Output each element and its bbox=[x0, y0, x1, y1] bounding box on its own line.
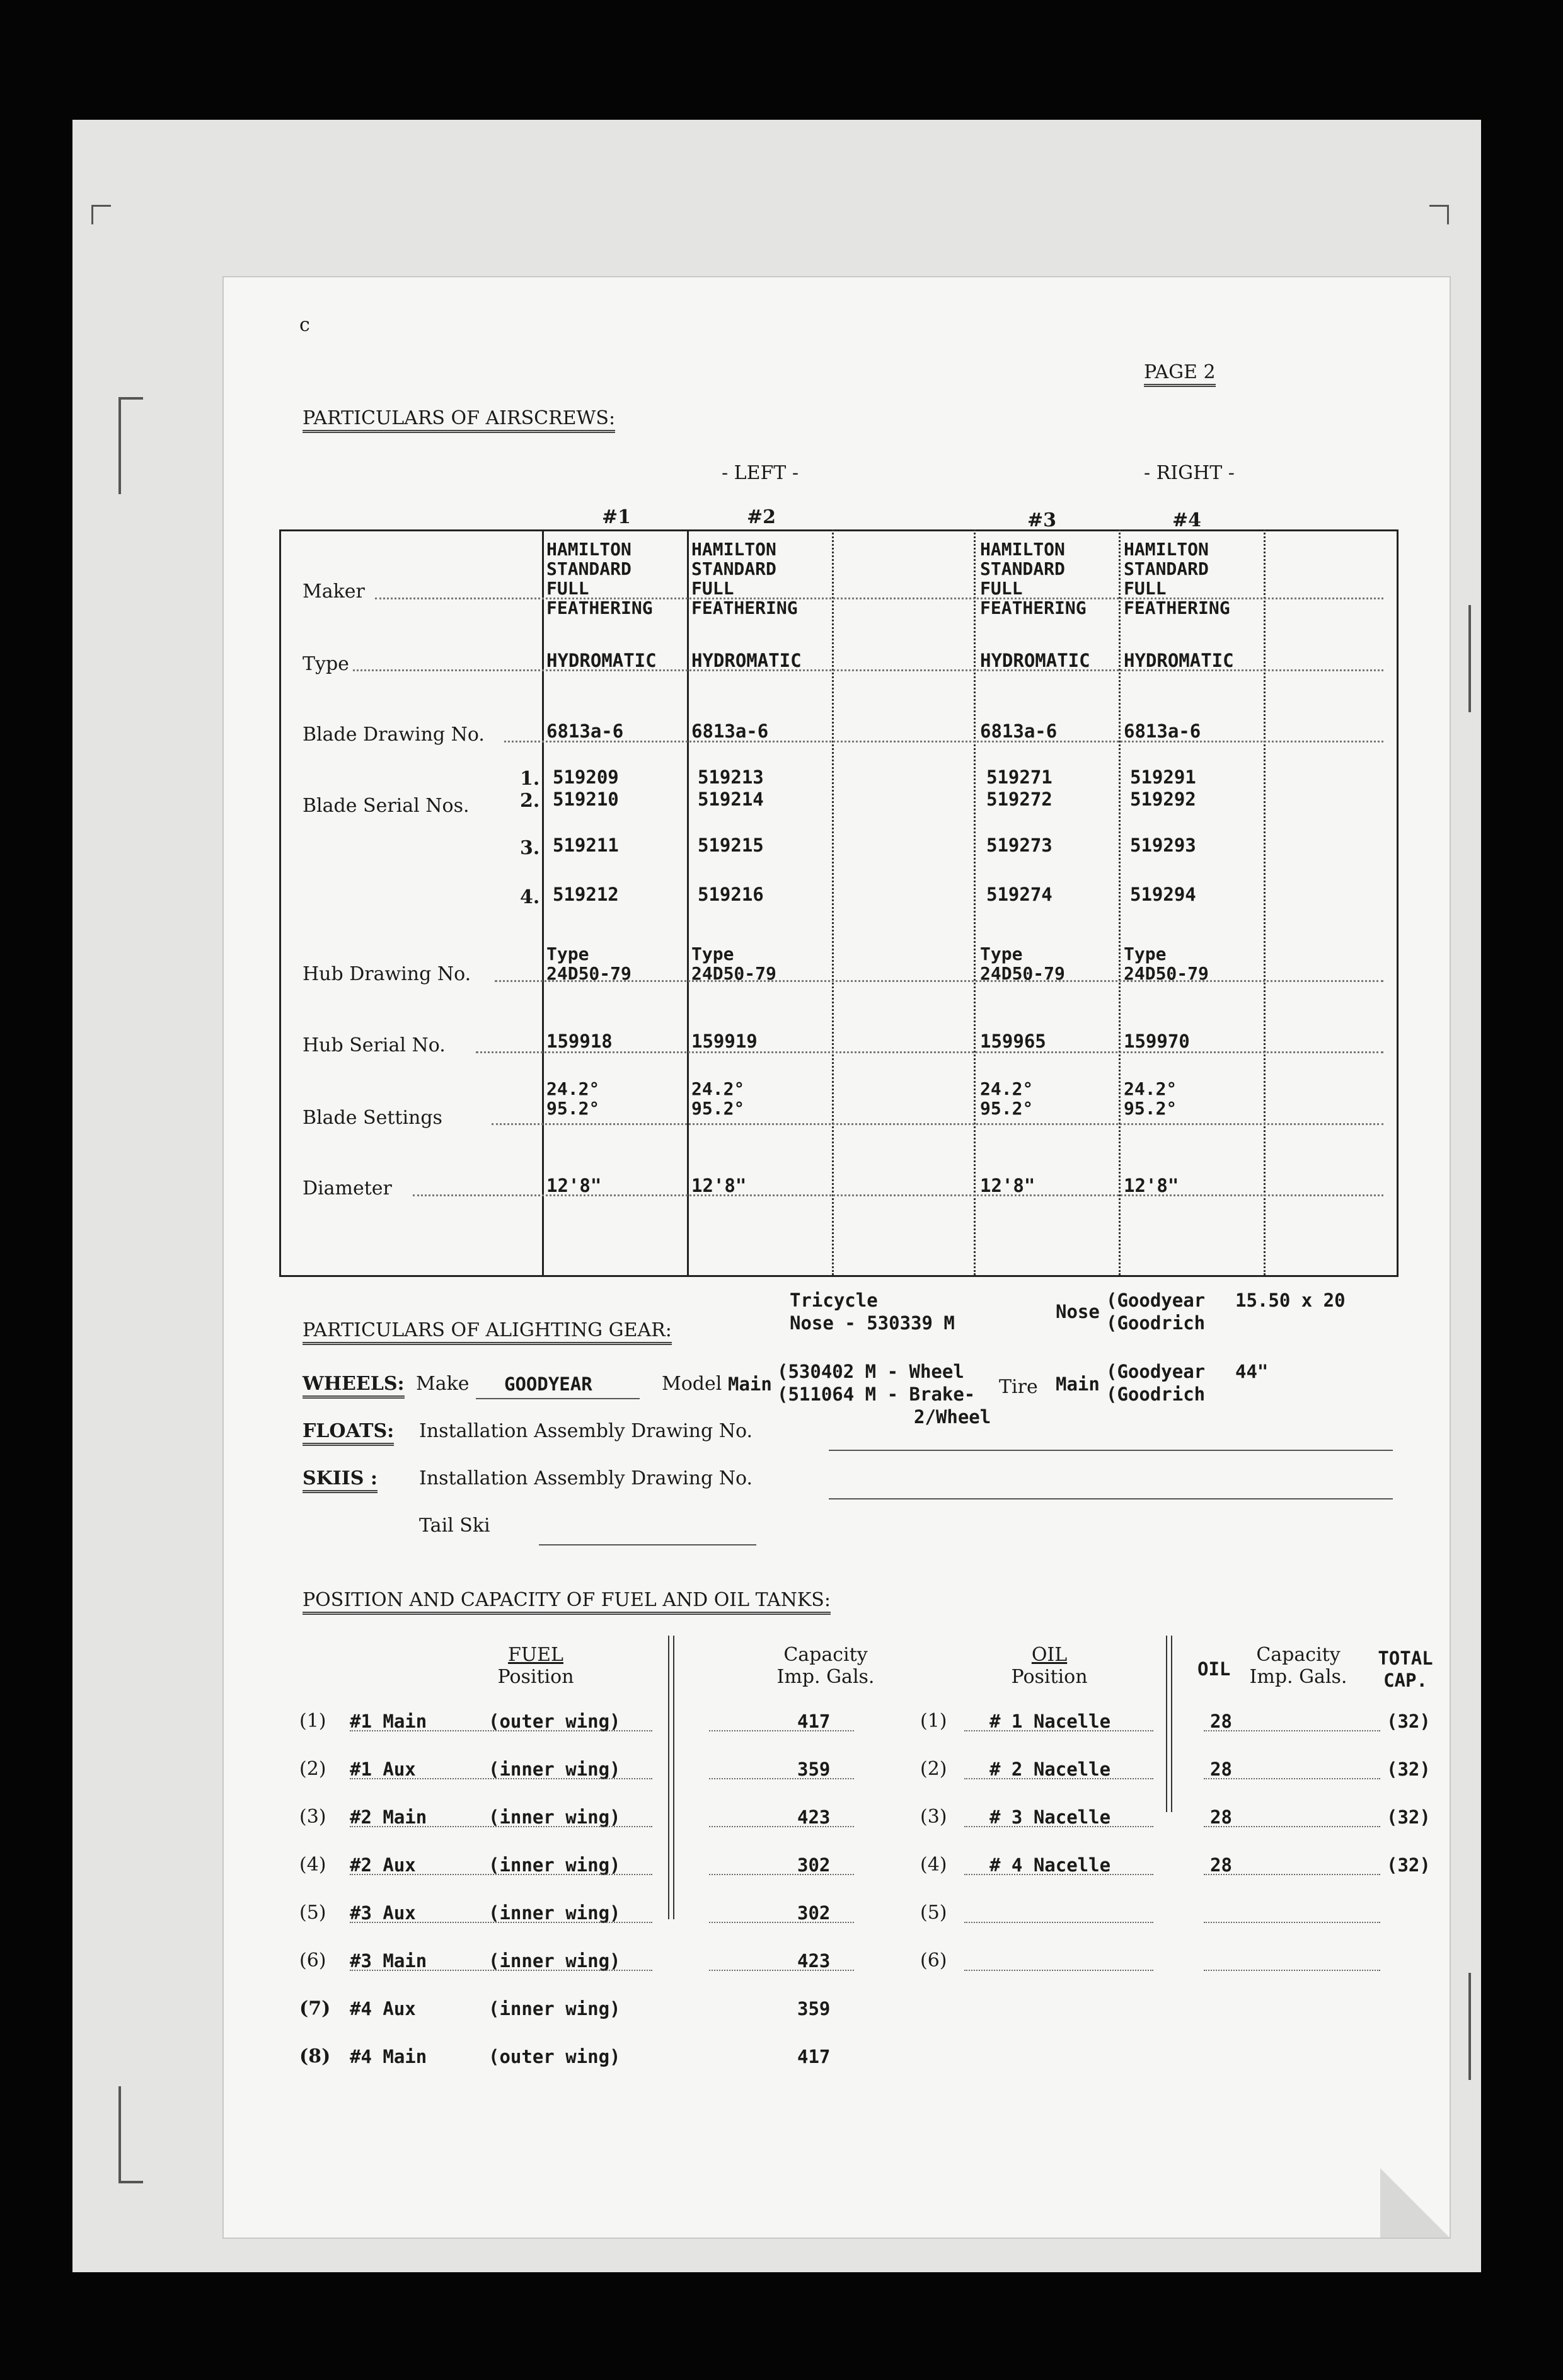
crop-mark bbox=[1468, 605, 1484, 712]
tricycle-label: Tricycle bbox=[790, 1290, 878, 1311]
row-label-hub-drawing: Hub Drawing No. bbox=[303, 963, 471, 985]
cell-line: 24.2° bbox=[1124, 1078, 1177, 1099]
fuel-tank-name: #2 Aux bbox=[350, 1854, 416, 1876]
oil-total-capacity: (32) bbox=[1387, 1711, 1431, 1732]
airscrews-table bbox=[279, 529, 1399, 1277]
fuel-tank-name: #3 Main bbox=[350, 1950, 427, 1972]
alighting-heading: PARTICULARS OF ALIGHTING GEAR: bbox=[303, 1320, 672, 1345]
diameter-cell-1: 12'8" bbox=[546, 1175, 602, 1196]
tire-size: 44" bbox=[1235, 1361, 1269, 1382]
oil-total-capacity: (32) bbox=[1387, 1759, 1431, 1780]
nose-part-number: Nose - 530339 M bbox=[790, 1312, 955, 1334]
cell-line: FULL bbox=[980, 578, 1023, 599]
cell-line: Type bbox=[546, 944, 589, 964]
cell-line: 95.2° bbox=[546, 1098, 600, 1119]
hub-drawing-cell-3 bbox=[980, 944, 1065, 983]
left-label: - LEFT - bbox=[722, 462, 799, 484]
oil-capacity: 28 bbox=[1210, 1806, 1232, 1828]
capacity-leader-dots bbox=[709, 1922, 854, 1923]
blade-serial-cell: 519211 bbox=[553, 835, 619, 856]
crop-mark bbox=[1468, 1973, 1484, 2080]
cell-line: HAMILTON bbox=[546, 539, 632, 560]
cell-line: 24.2° bbox=[980, 1078, 1034, 1099]
oil-index: (4) bbox=[920, 1854, 947, 1876]
cell-line: 95.2° bbox=[691, 1098, 745, 1119]
fuel-index: (8) bbox=[299, 2045, 331, 2067]
make-underline bbox=[476, 1398, 640, 1399]
fuel-tank-location: (inner wing) bbox=[488, 1950, 621, 1972]
column-divider bbox=[832, 529, 834, 1275]
fuel-leader-dots bbox=[350, 1730, 652, 1731]
capacity-leader-dots bbox=[709, 1874, 854, 1875]
blade-drawing-cell-4: 6813a-6 bbox=[1124, 720, 1201, 742]
serial-number-label: 2. bbox=[520, 790, 540, 812]
oil-leader-dots bbox=[964, 1778, 1153, 1779]
column-divider bbox=[974, 529, 976, 1275]
row-label-type: Type bbox=[303, 653, 349, 675]
crop-mark bbox=[118, 397, 143, 494]
cell-line: 24.2° bbox=[546, 1078, 600, 1099]
column-header-3: #3 bbox=[1027, 509, 1057, 531]
main-brake-part: (511064 M - Brake- bbox=[777, 1384, 976, 1405]
main-wheel-part: (530402 M - Wheel bbox=[777, 1361, 964, 1382]
fuel-capacity: 302 bbox=[797, 1854, 831, 1876]
fuel-tank-name: #1 Main bbox=[350, 1711, 427, 1732]
type-cell-3: HYDROMATIC bbox=[980, 650, 1090, 671]
blade-serial-cell: 519212 bbox=[553, 884, 619, 905]
column-divider bbox=[1119, 529, 1121, 1275]
cell-line: 24D50-79 bbox=[546, 963, 632, 984]
nose-tire-goodyear: (Goodyear bbox=[1106, 1290, 1206, 1311]
skis-install-label: Installation Assembly Drawing No. bbox=[419, 1467, 753, 1489]
crop-mark bbox=[91, 205, 111, 224]
make-value: GOODYEAR bbox=[504, 1373, 592, 1395]
fuel-tank-location: (inner wing) bbox=[488, 1998, 621, 2019]
fuel-leader-dots bbox=[350, 1970, 652, 1971]
fuel-tank-name: #4 Main bbox=[350, 2046, 427, 2067]
fuel-capacity: 417 bbox=[797, 2046, 831, 2067]
skis-label: SKIIS : bbox=[303, 1469, 378, 1493]
fuel-capacity: 359 bbox=[797, 1759, 831, 1780]
cell-line: STANDARD bbox=[980, 558, 1065, 579]
hub-drawing-cell-1 bbox=[546, 944, 632, 983]
document-page bbox=[224, 277, 1450, 2238]
serial-number-label: 3. bbox=[520, 837, 540, 859]
leader-dots bbox=[375, 598, 1383, 599]
fuel-index: (1) bbox=[299, 1710, 326, 1732]
fuel-divider bbox=[668, 1636, 674, 1919]
oil-leader-dots bbox=[964, 1730, 1153, 1731]
cell-line: FULL bbox=[546, 578, 589, 599]
column-divider bbox=[687, 529, 689, 1275]
total-cap-header: CAP. bbox=[1383, 1670, 1427, 1691]
blade-serial-cell: 519209 bbox=[553, 766, 619, 788]
document-sheet bbox=[224, 277, 1450, 2238]
type-cell-4: HYDROMATIC bbox=[1124, 650, 1234, 671]
cell-line: FEATHERING bbox=[546, 598, 653, 618]
blade-serial-cell: 519216 bbox=[698, 884, 764, 905]
leader-dots bbox=[504, 741, 1383, 742]
blade-serial-cell: 519273 bbox=[986, 835, 1053, 856]
cell-line: 95.2° bbox=[980, 1098, 1034, 1119]
hub-serial-cell-3: 159965 bbox=[980, 1031, 1046, 1052]
oil-divider bbox=[1166, 1636, 1172, 1812]
oil-leader-dots bbox=[964, 1826, 1153, 1827]
tire-goodrich: (Goodrich bbox=[1106, 1384, 1206, 1405]
oil-total-capacity: (32) bbox=[1387, 1806, 1431, 1828]
column-header-4: #4 bbox=[1172, 509, 1202, 531]
fuel-leader-dots bbox=[350, 1778, 652, 1779]
oil-capacity-header: Capacity bbox=[1256, 1644, 1341, 1666]
fuel-capacity: 423 bbox=[797, 1950, 831, 1972]
nose-tire-size: 15.50 x 20 bbox=[1235, 1290, 1346, 1311]
fuel-capacity: 359 bbox=[797, 1998, 831, 2019]
page-label: PAGE 2 bbox=[1144, 362, 1216, 387]
blade-serial-cell: 519215 bbox=[698, 835, 764, 856]
fuel-gals-header: Imp. Gals. bbox=[776, 1666, 875, 1688]
type-cell-1: HYDROMATIC bbox=[546, 650, 657, 671]
tire-main-label: Main bbox=[1056, 1373, 1100, 1395]
cell-line: Type bbox=[691, 944, 734, 964]
cell-line: 95.2° bbox=[1124, 1098, 1177, 1119]
cell-line: 24D50-79 bbox=[980, 963, 1065, 984]
fuel-index: (7) bbox=[299, 1997, 331, 2019]
cell-line: 24D50-79 bbox=[691, 963, 776, 984]
cell-line: HAMILTON bbox=[1124, 539, 1209, 560]
tire-goodyear: (Goodyear bbox=[1106, 1361, 1206, 1382]
cell-line: Type bbox=[1124, 944, 1167, 964]
diameter-cell-4: 12'8" bbox=[1124, 1175, 1179, 1196]
oil-leader-dots bbox=[964, 1874, 1153, 1875]
blade-settings-cell-1 bbox=[546, 1079, 599, 1118]
column-divider bbox=[542, 529, 544, 1275]
floats-install-label: Installation Assembly Drawing No. bbox=[419, 1420, 753, 1442]
fuel-leader-dots bbox=[350, 1874, 652, 1875]
row-label-blade-serial: Blade Serial Nos. bbox=[303, 795, 470, 817]
total-header: TOTAL bbox=[1378, 1648, 1433, 1669]
fuel-capacity: 417 bbox=[797, 1711, 831, 1732]
blade-serial-cell: 519293 bbox=[1130, 835, 1196, 856]
fuel-tank-location: (inner wing) bbox=[488, 1902, 621, 1924]
fuel-tank-name: #1 Aux bbox=[350, 1759, 416, 1780]
cell-line: HAMILTON bbox=[980, 539, 1065, 560]
main-label: Main bbox=[728, 1373, 772, 1395]
diameter-cell-2: 12'8" bbox=[691, 1175, 747, 1196]
cell-line: FEATHERING bbox=[691, 598, 798, 618]
maker-cell-1 bbox=[546, 540, 653, 618]
fuel-index: (5) bbox=[299, 1902, 326, 1924]
fuel-capacity-header: Capacity bbox=[783, 1644, 868, 1666]
capacity-leader-dots bbox=[709, 1826, 854, 1827]
fuel-index: (6) bbox=[299, 1950, 326, 1972]
crop-mark bbox=[1429, 205, 1449, 224]
cell-line: 24D50-79 bbox=[1124, 963, 1209, 984]
hub-drawing-cell-2 bbox=[691, 944, 776, 983]
row-label-blade-settings: Blade Settings bbox=[303, 1107, 442, 1129]
nose-tire-goodrich: (Goodrich bbox=[1106, 1312, 1206, 1334]
blade-serial-cell: 519274 bbox=[986, 884, 1053, 905]
right-label: - RIGHT - bbox=[1144, 462, 1235, 484]
blade-serial-cell: 519210 bbox=[553, 789, 619, 810]
oil-total-capacity: (32) bbox=[1387, 1854, 1431, 1876]
oil-capacity: 28 bbox=[1210, 1711, 1232, 1732]
model-label: Model bbox=[662, 1373, 722, 1395]
fuel-leader-dots bbox=[350, 1922, 652, 1923]
nose-label: Nose bbox=[1056, 1301, 1100, 1322]
cell-line: STANDARD bbox=[546, 558, 632, 579]
folded-corner bbox=[1380, 2168, 1450, 2238]
blade-drawing-cell-2: 6813a-6 bbox=[691, 720, 769, 742]
oil-gals-header: Imp. Gals. bbox=[1249, 1666, 1347, 1688]
tanks-heading: POSITION AND CAPACITY OF FUEL AND OIL TANKS: bbox=[303, 1590, 831, 1615]
capacity-leader-dots bbox=[709, 1970, 854, 1971]
blade-serial-cell: 519292 bbox=[1130, 789, 1196, 810]
fuel-index: (3) bbox=[299, 1806, 326, 1828]
oil-leader-dots bbox=[964, 1970, 1153, 1971]
floats-blank-line bbox=[829, 1450, 1393, 1451]
wheels-label: WHEELS: bbox=[303, 1374, 405, 1399]
hub-serial-cell-1: 159918 bbox=[546, 1031, 613, 1052]
skis-blank-line bbox=[829, 1498, 1393, 1499]
column-divider bbox=[1264, 529, 1266, 1275]
fuel-tank-location: (inner wing) bbox=[488, 1806, 621, 1828]
oil-header: OIL bbox=[1031, 1644, 1068, 1666]
blade-serial-cell: 519291 bbox=[1130, 766, 1196, 788]
leader-dots bbox=[492, 1123, 1383, 1125]
crop-mark bbox=[118, 2086, 143, 2183]
fuel-header: FUEL bbox=[508, 1644, 563, 1666]
oil-position-header: Position bbox=[1011, 1666, 1088, 1688]
row-label-maker: Maker bbox=[303, 581, 365, 603]
serial-number-label: 4. bbox=[520, 886, 540, 908]
blade-serial-cell: 519272 bbox=[986, 789, 1053, 810]
capacity-leader-dots bbox=[709, 1730, 854, 1731]
hub-drawing-cell-4 bbox=[1124, 944, 1209, 983]
maker-cell-3 bbox=[980, 540, 1087, 618]
tire-label: Tire bbox=[999, 1376, 1038, 1398]
cell-line: Type bbox=[980, 944, 1023, 964]
cell-line: STANDARD bbox=[691, 558, 776, 579]
fuel-tank-name: #3 Aux bbox=[350, 1902, 416, 1924]
oil-capacity: 28 bbox=[1210, 1854, 1232, 1876]
type-cell-2: HYDROMATIC bbox=[691, 650, 802, 671]
blade-settings-cell-4 bbox=[1124, 1079, 1177, 1118]
fuel-tank-location: (outer wing) bbox=[488, 2046, 621, 2067]
oil-index: (5) bbox=[920, 1902, 947, 1924]
oil-index: (1) bbox=[920, 1710, 947, 1732]
oil-column-label: OIL bbox=[1197, 1658, 1231, 1680]
hub-serial-cell-2: 159919 bbox=[691, 1031, 758, 1052]
fuel-tank-name: #4 Aux bbox=[350, 1998, 416, 2019]
cell-line: FEATHERING bbox=[1124, 598, 1230, 618]
column-header-2: #2 bbox=[747, 506, 776, 528]
blade-serial-cell: 519214 bbox=[698, 789, 764, 810]
maker-cell-2 bbox=[691, 540, 798, 618]
oil-position: # 2 Nacelle bbox=[989, 1759, 1111, 1780]
fuel-capacity: 423 bbox=[797, 1806, 831, 1828]
fuel-tank-name: #2 Main bbox=[350, 1806, 427, 1828]
maker-cell-4 bbox=[1124, 540, 1230, 618]
airscrews-heading: PARTICULARS OF AIRSCREWS: bbox=[303, 408, 615, 433]
cell-line: HAMILTON bbox=[691, 539, 776, 560]
blade-serial-cell: 519271 bbox=[986, 766, 1053, 788]
oil-position: # 3 Nacelle bbox=[989, 1806, 1111, 1828]
column-header-1: #1 bbox=[602, 506, 632, 528]
oil-capacity: 28 bbox=[1210, 1759, 1232, 1780]
oil-capacity-leader-dots bbox=[1204, 1874, 1380, 1875]
oil-position: # 1 Nacelle bbox=[989, 1711, 1111, 1732]
fuel-tank-location: (outer wing) bbox=[488, 1711, 621, 1732]
oil-capacity-leader-dots bbox=[1204, 1778, 1380, 1779]
tail-ski-label: Tail Ski bbox=[419, 1515, 490, 1537]
fuel-index: (4) bbox=[299, 1854, 326, 1876]
fuel-tank-location: (inner wing) bbox=[488, 1854, 621, 1876]
oil-position: # 4 Nacelle bbox=[989, 1854, 1111, 1876]
blade-serial-cell: 519213 bbox=[698, 766, 764, 788]
capacity-leader-dots bbox=[709, 1778, 854, 1779]
blade-serial-cell: 519294 bbox=[1130, 884, 1196, 905]
fuel-capacity: 302 bbox=[797, 1902, 831, 1924]
row-label-blade-drawing: Blade Drawing No. bbox=[303, 724, 485, 746]
oil-index: (3) bbox=[920, 1806, 947, 1828]
blade-drawing-cell-1: 6813a-6 bbox=[546, 720, 624, 742]
blade-settings-cell-2 bbox=[691, 1079, 744, 1118]
diameter-cell-3: 12'8" bbox=[980, 1175, 1035, 1196]
floats-label: FLOATS: bbox=[303, 1421, 394, 1446]
oil-capacity-leader-dots bbox=[1204, 1970, 1380, 1971]
fuel-tank-location: (inner wing) bbox=[488, 1759, 621, 1780]
oil-capacity-leader-dots bbox=[1204, 1730, 1380, 1731]
make-label: Make bbox=[416, 1373, 470, 1395]
corner-mark: c bbox=[299, 314, 310, 336]
oil-capacity-leader-dots bbox=[1204, 1826, 1380, 1827]
oil-capacity-leader-dots bbox=[1204, 1922, 1380, 1923]
fuel-index: (2) bbox=[299, 1758, 326, 1780]
serial-number-label: 1. bbox=[520, 768, 540, 790]
cell-line: FULL bbox=[691, 578, 734, 599]
cell-line: FEATHERING bbox=[980, 598, 1087, 618]
cell-line: STANDARD bbox=[1124, 558, 1209, 579]
oil-index: (6) bbox=[920, 1950, 947, 1972]
oil-index: (2) bbox=[920, 1758, 947, 1780]
row-label-hub-serial: Hub Serial No. bbox=[303, 1034, 446, 1056]
blade-settings-cell-3 bbox=[980, 1079, 1033, 1118]
fuel-position-header: Position bbox=[497, 1666, 574, 1688]
blade-drawing-cell-3: 6813a-6 bbox=[980, 720, 1058, 742]
tail-ski-blank-line bbox=[539, 1544, 756, 1545]
hub-serial-cell-4: 159970 bbox=[1124, 1031, 1190, 1052]
fuel-leader-dots bbox=[350, 1826, 652, 1827]
per-wheel-label: 2/Wheel bbox=[914, 1406, 991, 1428]
cell-line: 24.2° bbox=[691, 1078, 745, 1099]
row-label-diameter: Diameter bbox=[303, 1177, 392, 1199]
oil-leader-dots bbox=[964, 1922, 1153, 1923]
cell-line: FULL bbox=[1124, 578, 1167, 599]
